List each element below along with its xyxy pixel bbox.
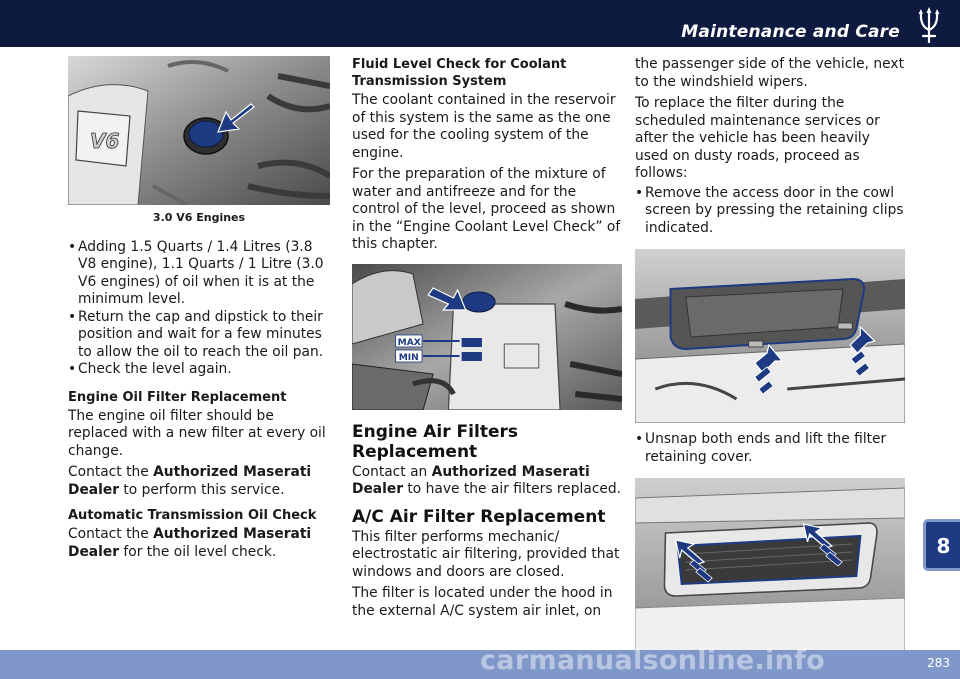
chapter-number: 8	[936, 534, 951, 558]
svg-text:V6: V6	[90, 129, 120, 153]
column-2	[352, 56, 622, 620]
list-item: • Check the level again.	[68, 361, 330, 379]
maserati-trident-icon	[912, 6, 946, 44]
list-item: • Adding 1.5 Quarts / 1.4 Litres (3.8 V8 engine), 1.1 Quarts / 1 Litre (3.0 V6 engines) of oil when it is at the minimum level.	[68, 239, 330, 309]
chapter-tab[interactable]	[923, 519, 960, 571]
engine-air-filter-heading: Engine Air Filters Replacement	[352, 421, 518, 462]
transmission-heading: Automatic Transmission Oil Check	[68, 508, 317, 523]
oil-filter-heading: Engine Oil Filter Replacement	[68, 389, 287, 405]
transmission-contact: Contact the Authorized Maserati Dealer for the oil level check.	[68, 526, 312, 560]
page-header	[0, 0, 960, 47]
cowl-access-door-figure	[635, 249, 905, 423]
section-title: Maintenance and Care	[681, 22, 900, 42]
column-1	[68, 56, 330, 561]
page-number: 283	[927, 656, 950, 670]
column-3	[635, 56, 905, 653]
coolant-paragraph-1: The coolant contained in the reservoir of this system is the same as the one used for the cooling system of the engine.	[352, 92, 616, 161]
list-item: • Return the cap and dipstick to their position and wait for a few minutes to allow the oil to reach the oil pan.	[68, 309, 330, 362]
dealer-reference: Authorized Maserati Dealer	[352, 463, 590, 497]
engine-air-filter-contact: Contact an Authorized Maserati Dealer to have the air filters replaced.	[352, 463, 622, 497]
ac-steps-list-1	[635, 185, 905, 238]
ac-filter-heading: A/C Air Filter Replacement	[352, 506, 606, 527]
list-item: • Remove the access door in the cowl screen by pressing the retaining clips indicated.	[635, 185, 905, 238]
v6-engine-oil-cap-figure	[68, 56, 330, 205]
figure-caption: 3.0 V6 Engines	[152, 211, 246, 224]
coolant-heading: Fluid Level Check for Coolant Transmission System	[352, 57, 567, 89]
dealer-reference: Authorized Maserati Dealer	[68, 526, 312, 560]
coolant-paragraph-2: For the preparation of the mixture of water and antifreeze and for the control of the level, proceed as shown in the “Engine Coolant Level Check” of this chapter.	[352, 166, 621, 252]
dealer-reference: Authorized Maserati Dealer	[68, 464, 312, 498]
watermark: carmanualsonline.info	[480, 645, 826, 676]
ac-filter-paragraph-3: the passenger side of the vehicle, next to the windshield wipers.	[635, 56, 904, 90]
ac-filter-paragraph-1: This filter performs mechanic/ electrostatic air filtering, provided that windows and doors are closed.	[352, 528, 620, 580]
oil-steps-list	[68, 239, 330, 379]
ac-steps-list-2	[635, 431, 905, 466]
list-item: • Unsnap both ends and lift the filter retaining cover.	[635, 431, 905, 466]
coolant-reservoir-figure	[352, 264, 622, 410]
min-label: MIN	[398, 352, 419, 363]
oil-filter-contact: Contact the Authorized Maserati Dealer to perform this service.	[68, 464, 312, 498]
filter-retaining-cover-figure	[635, 478, 905, 653]
max-label: MAX	[397, 337, 421, 348]
oil-filter-text: The engine oil filter should be replaced with a new filter at every oil change.	[68, 407, 326, 459]
ac-filter-paragraph-4: To replace the filter during the scheduled maintenance services or after the vehicle has been heavily used on dusty roads, proceed as follows:	[635, 95, 880, 181]
ac-filter-paragraph-2: The filter is located under the hood in the external A/C system air inlet, on	[352, 585, 613, 619]
